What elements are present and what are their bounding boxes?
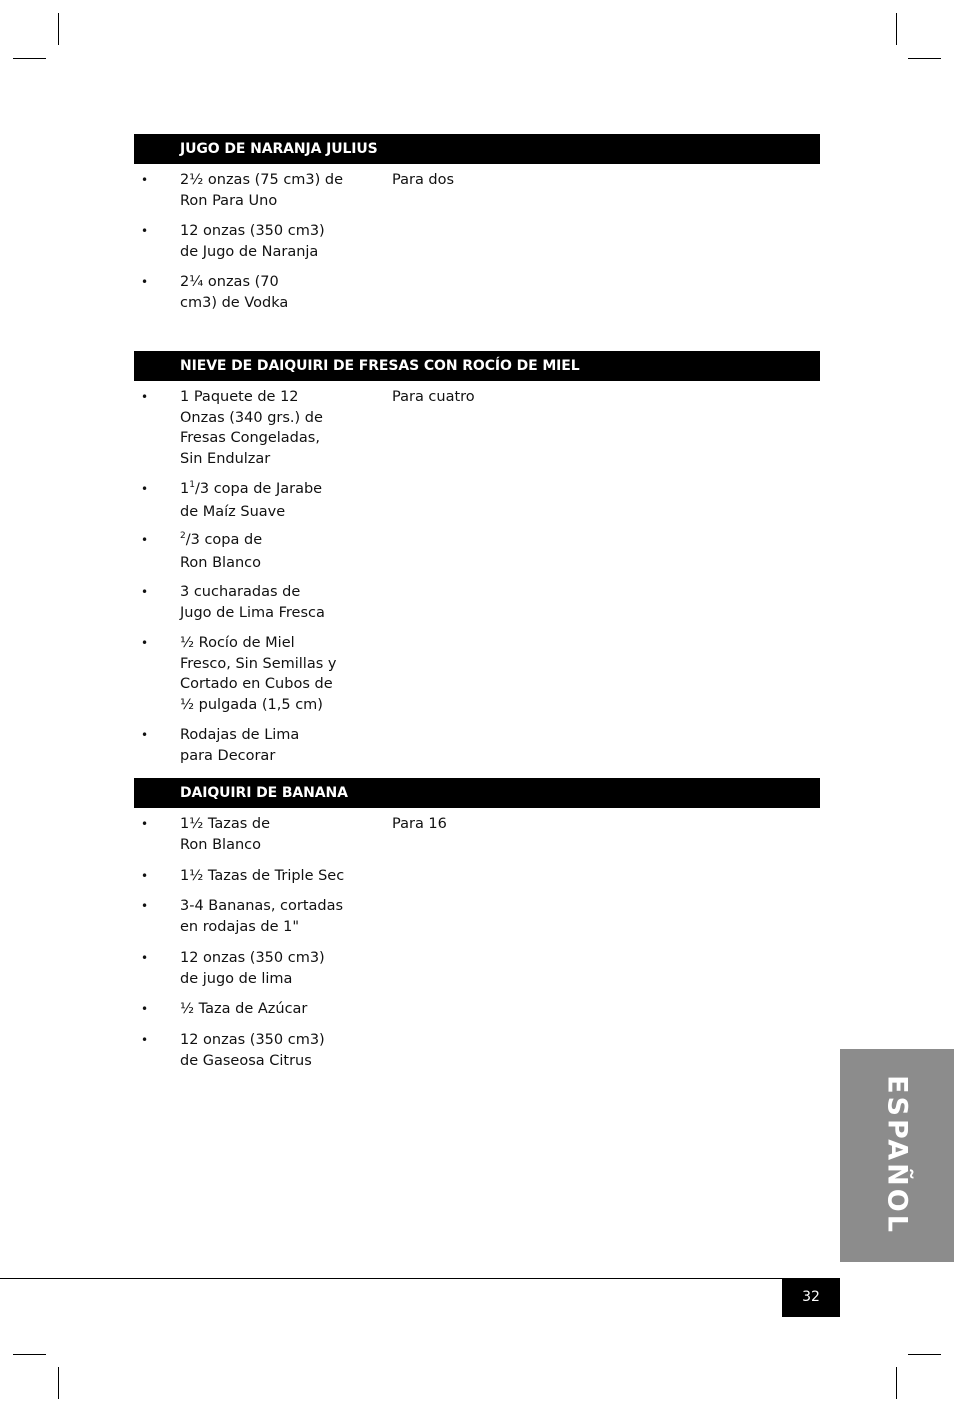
list-item: [134, 387, 374, 469]
list-item: [134, 530, 374, 573]
bullet: •: [141, 482, 149, 496]
bullet: •: [141, 728, 149, 742]
bullet: •: [141, 224, 149, 238]
list-item: [134, 170, 374, 211]
bullet: •: [141, 533, 149, 547]
recipe-serves: Para dos: [392, 172, 455, 188]
list-item: [134, 866, 374, 887]
ingredient-text: 1½ Tazas de Triple Sec: [180, 868, 345, 884]
list-item: [134, 1030, 374, 1071]
ingredient-text: Rodajas de Lima para Decorar: [180, 727, 300, 764]
recipe-title: JUGO DE NARANJA JULIUS: [134, 134, 820, 164]
bullet: •: [141, 275, 149, 289]
ingredient-text: 2¼ onzas (70 cm3) de Vodka: [180, 274, 289, 311]
superscript: 1: [189, 480, 195, 490]
ingredient-text: 3-4 Bananas, cortadas en rodajas de 1": [180, 898, 344, 935]
recipe-title: NIEVE DE DAIQUIRI DE FRESAS CON ROCÍO DE MIEL: [134, 351, 820, 381]
bullet: •: [141, 1033, 149, 1047]
crop-mark: [13, 1354, 46, 1355]
recipe-title: DAIQUIRI DE BANANA: [134, 778, 820, 808]
list-item: [134, 479, 374, 522]
ingredient-text: ½ Taza de Azúcar: [180, 1001, 308, 1017]
list-item: [134, 582, 374, 623]
list-item: [134, 814, 374, 855]
bullet: •: [141, 173, 149, 187]
ingredient-lead: 1: [180, 481, 190, 497]
bullet: •: [141, 1002, 149, 1016]
list-item: [134, 221, 374, 262]
footer-rule: [0, 1278, 840, 1279]
crop-mark: [908, 1354, 941, 1355]
bullet: •: [141, 636, 149, 650]
crop-mark: [58, 1367, 59, 1399]
bullet: •: [141, 817, 149, 831]
ingredient-rest: /3 copa de Ron Blanco: [180, 532, 263, 571]
list-item: [134, 948, 374, 989]
ingredient-text: 12 onzas (350 cm3) de Gaseosa Citrus: [180, 1032, 325, 1069]
ingredient-text: [180, 479, 374, 522]
page-number: 32: [782, 1278, 840, 1317]
superscript: 2: [180, 531, 186, 541]
ingredient-text: 2½ onzas (75 cm3) de Ron Para Uno: [180, 172, 344, 209]
crop-mark: [908, 58, 941, 59]
ingredient-text: 3 cucharadas de Jugo de Lima Fresca: [180, 584, 325, 621]
language-label: ESPAÑOL: [881, 1075, 913, 1235]
crop-mark: [58, 13, 59, 45]
list-item: [134, 633, 374, 715]
bullet: •: [141, 585, 149, 599]
list-item: [134, 999, 374, 1020]
ingredient-text: 1 Paquete de 12 Onzas (340 grs.) de Fresas Congeladas, Sin Endulzar: [180, 389, 323, 467]
ingredient-text: 1½ Tazas de Ron Blanco: [180, 816, 271, 853]
ingredient-text: 12 onzas (350 cm3) de Jugo de Naranja: [180, 223, 325, 260]
crop-mark: [896, 13, 897, 45]
ingredient-rest: /3 copa de Jarabe de Maíz Suave: [180, 481, 323, 520]
bullet: •: [141, 899, 149, 913]
recipe-serves: Para cuatro: [392, 389, 475, 405]
crop-mark: [896, 1367, 897, 1399]
bullet: •: [141, 951, 149, 965]
list-item: [134, 725, 374, 766]
ingredient-text: 12 onzas (350 cm3) de jugo de lima: [180, 950, 325, 987]
ingredient-text: [180, 530, 374, 573]
language-tab: [840, 1049, 954, 1262]
list-item: [134, 272, 374, 313]
ingredient-text: ½ Rocío de Miel Fresco, Sin Semillas y Cortado en Cubos de ½ pulgada (1,5 cm): [180, 635, 337, 713]
crop-mark: [13, 58, 46, 59]
bullet: •: [141, 390, 149, 404]
recipe-serves: Para 16: [392, 816, 447, 832]
list-item: [134, 896, 374, 937]
bullet: •: [141, 869, 149, 883]
